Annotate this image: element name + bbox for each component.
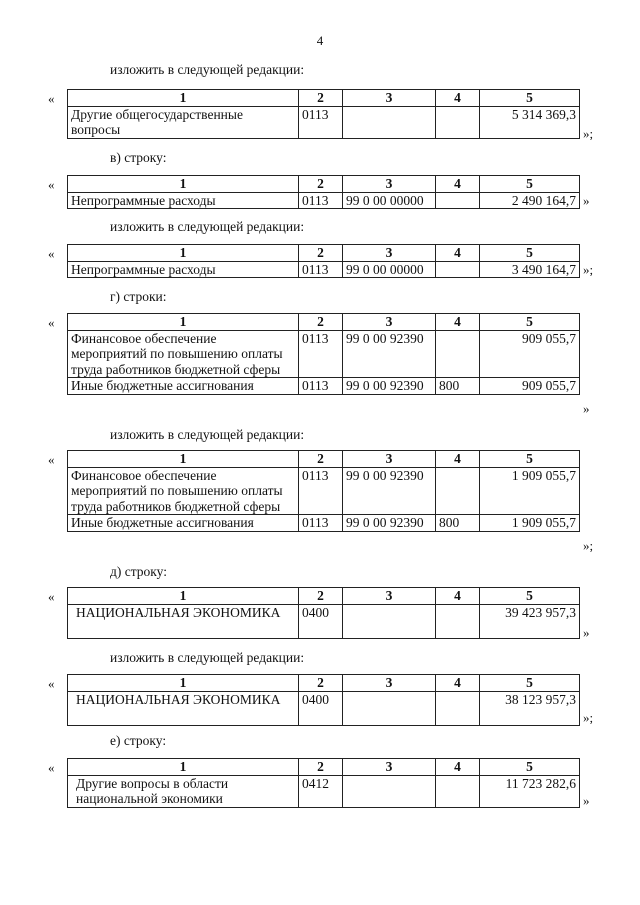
header-cell: 1 xyxy=(68,759,299,776)
header-cell: 4 xyxy=(436,90,480,107)
header-cell: 2 xyxy=(299,675,343,692)
amount: 5 314 369,3 xyxy=(480,106,580,138)
target-code xyxy=(343,775,436,807)
section-code: 0412 xyxy=(299,775,343,807)
row-name: НАЦИОНАЛЬНАЯ ЭКОНОМИКА xyxy=(68,691,299,725)
target-code: 99 0 00 92390 xyxy=(343,467,436,515)
target-code: 99 0 00 92390 xyxy=(343,515,436,532)
closing-quote: »; xyxy=(583,126,594,141)
opening-quote: « xyxy=(48,676,55,691)
header-cell: 4 xyxy=(436,759,480,776)
amount: 38 123 957,3 xyxy=(480,691,580,725)
opening-quote: « xyxy=(48,452,55,467)
table-row xyxy=(68,467,580,515)
header-row xyxy=(68,90,580,107)
page-number: 4 xyxy=(316,33,324,48)
header-cell: 1 xyxy=(68,314,299,331)
header-row xyxy=(68,675,580,692)
closing-quote: »; xyxy=(583,538,594,553)
header-cell: 5 xyxy=(480,245,580,262)
instruction-text: д) строку: xyxy=(110,564,167,579)
table-row xyxy=(68,330,580,378)
header-cell: 3 xyxy=(343,451,436,468)
instruction-text: изложить в следующей редакции: xyxy=(110,62,305,77)
row-name: Другие вопросы в области национальной экономики xyxy=(68,775,299,807)
header-row xyxy=(68,759,580,776)
amount: 909 055,7 xyxy=(480,330,580,378)
header-cell: 4 xyxy=(436,588,480,605)
expense-code xyxy=(436,467,480,515)
section-code: 0400 xyxy=(299,604,343,638)
amount: 39 423 957,3 xyxy=(480,604,580,638)
budget-table xyxy=(67,175,580,209)
opening-quote: « xyxy=(48,177,55,192)
section-code: 0113 xyxy=(299,261,343,278)
header-cell: 4 xyxy=(436,176,480,193)
budget-table xyxy=(67,450,580,532)
header-cell: 4 xyxy=(436,451,480,468)
row-name: НАЦИОНАЛЬНАЯ ЭКОНОМИКА xyxy=(68,604,299,638)
instruction-text: изложить в следующей редакции: xyxy=(110,650,305,665)
header-cell: 3 xyxy=(343,314,436,331)
expense-code xyxy=(436,604,480,638)
header-cell: 5 xyxy=(480,90,580,107)
target-code xyxy=(343,604,436,638)
row-name: Другие общегосударственные вопросы xyxy=(68,106,299,138)
closing-quote: »; xyxy=(583,710,594,725)
header-cell: 5 xyxy=(480,759,580,776)
header-cell: 3 xyxy=(343,176,436,193)
amount: 11 723 282,6 xyxy=(480,775,580,807)
table-row xyxy=(68,192,580,209)
header-cell: 2 xyxy=(299,90,343,107)
target-code: 99 0 00 92390 xyxy=(343,330,436,378)
amount: 1 909 055,7 xyxy=(480,467,580,515)
row-name: Иные бюджетные ассигнования xyxy=(68,378,299,395)
header-cell: 1 xyxy=(68,245,299,262)
header-cell: 2 xyxy=(299,759,343,776)
section-code: 0113 xyxy=(299,106,343,138)
header-cell: 2 xyxy=(299,451,343,468)
section-code: 0113 xyxy=(299,192,343,209)
budget-table xyxy=(67,758,580,808)
amount: 909 055,7 xyxy=(480,378,580,395)
expense-code xyxy=(436,192,480,209)
header-row xyxy=(68,245,580,262)
budget-table xyxy=(67,674,580,726)
budget-table xyxy=(67,313,580,395)
amount: 1 909 055,7 xyxy=(480,515,580,532)
header-cell: 1 xyxy=(68,90,299,107)
table-row xyxy=(68,106,580,138)
target-code xyxy=(343,106,436,138)
target-code: 99 0 00 00000 xyxy=(343,261,436,278)
header-cell: 1 xyxy=(68,588,299,605)
instruction-text: е) строку: xyxy=(110,733,167,748)
table-row xyxy=(68,378,580,395)
expense-code xyxy=(436,261,480,278)
header-cell: 1 xyxy=(68,451,299,468)
closing-quote: »; xyxy=(583,262,594,277)
closing-quote: » xyxy=(583,193,590,208)
header-cell: 4 xyxy=(436,675,480,692)
instruction-text: в) строку: xyxy=(110,150,167,165)
closing-quote: » xyxy=(583,793,590,808)
target-code xyxy=(343,691,436,725)
opening-quote: « xyxy=(48,315,55,330)
header-cell: 1 xyxy=(68,675,299,692)
header-cell: 2 xyxy=(299,314,343,331)
amount: 2 490 164,7 xyxy=(480,192,580,209)
budget-table xyxy=(67,587,580,639)
instruction-text: г) строки: xyxy=(110,289,167,304)
row-name: Финансовое обеспечение мероприятий по повышению оплаты труда работников бюджетной сферы xyxy=(68,330,299,378)
row-name: Финансовое обеспечение мероприятий по повышению оплаты труда работников бюджетной сферы xyxy=(68,467,299,515)
header-cell: 2 xyxy=(299,176,343,193)
instruction-text: изложить в следующей редакции: xyxy=(110,219,305,234)
section-code: 0113 xyxy=(299,330,343,378)
opening-quote: « xyxy=(48,760,55,775)
section-code: 0113 xyxy=(299,515,343,532)
header-row xyxy=(68,451,580,468)
header-cell: 3 xyxy=(343,675,436,692)
row-name: Непрограммные расходы xyxy=(68,261,299,278)
header-cell: 2 xyxy=(299,245,343,262)
budget-table xyxy=(67,89,580,139)
table-row xyxy=(68,691,580,725)
table-row xyxy=(68,604,580,638)
header-cell: 3 xyxy=(343,90,436,107)
header-row xyxy=(68,314,580,331)
amount: 3 490 164,7 xyxy=(480,261,580,278)
table-row xyxy=(68,261,580,278)
target-code: 99 0 00 00000 xyxy=(343,192,436,209)
expense-code xyxy=(436,330,480,378)
expense-code xyxy=(436,106,480,138)
header-cell: 3 xyxy=(343,245,436,262)
opening-quote: « xyxy=(48,589,55,604)
header-row xyxy=(68,588,580,605)
header-cell: 5 xyxy=(480,176,580,193)
closing-quote: » xyxy=(583,625,590,640)
budget-table xyxy=(67,244,580,278)
header-cell: 2 xyxy=(299,588,343,605)
row-name: Непрограммные расходы xyxy=(68,192,299,209)
expense-code xyxy=(436,691,480,725)
section-code: 0113 xyxy=(299,378,343,395)
header-cell: 3 xyxy=(343,588,436,605)
expense-code: 800 xyxy=(436,378,480,395)
header-cell: 5 xyxy=(480,588,580,605)
header-cell: 5 xyxy=(480,314,580,331)
opening-quote: « xyxy=(48,91,55,106)
expense-code: 800 xyxy=(436,515,480,532)
expense-code xyxy=(436,775,480,807)
header-cell: 3 xyxy=(343,759,436,776)
header-cell: 1 xyxy=(68,176,299,193)
target-code: 99 0 00 92390 xyxy=(343,378,436,395)
header-cell: 5 xyxy=(480,675,580,692)
header-cell: 4 xyxy=(436,314,480,331)
table-row xyxy=(68,515,580,532)
section-code: 0113 xyxy=(299,467,343,515)
instruction-text: изложить в следующей редакции: xyxy=(110,427,305,442)
header-cell: 4 xyxy=(436,245,480,262)
opening-quote: « xyxy=(48,246,55,261)
section-code: 0400 xyxy=(299,691,343,725)
closing-quote: » xyxy=(583,401,590,416)
row-name: Иные бюджетные ассигнования xyxy=(68,515,299,532)
header-row xyxy=(68,176,580,193)
table-row xyxy=(68,775,580,807)
header-cell: 5 xyxy=(480,451,580,468)
